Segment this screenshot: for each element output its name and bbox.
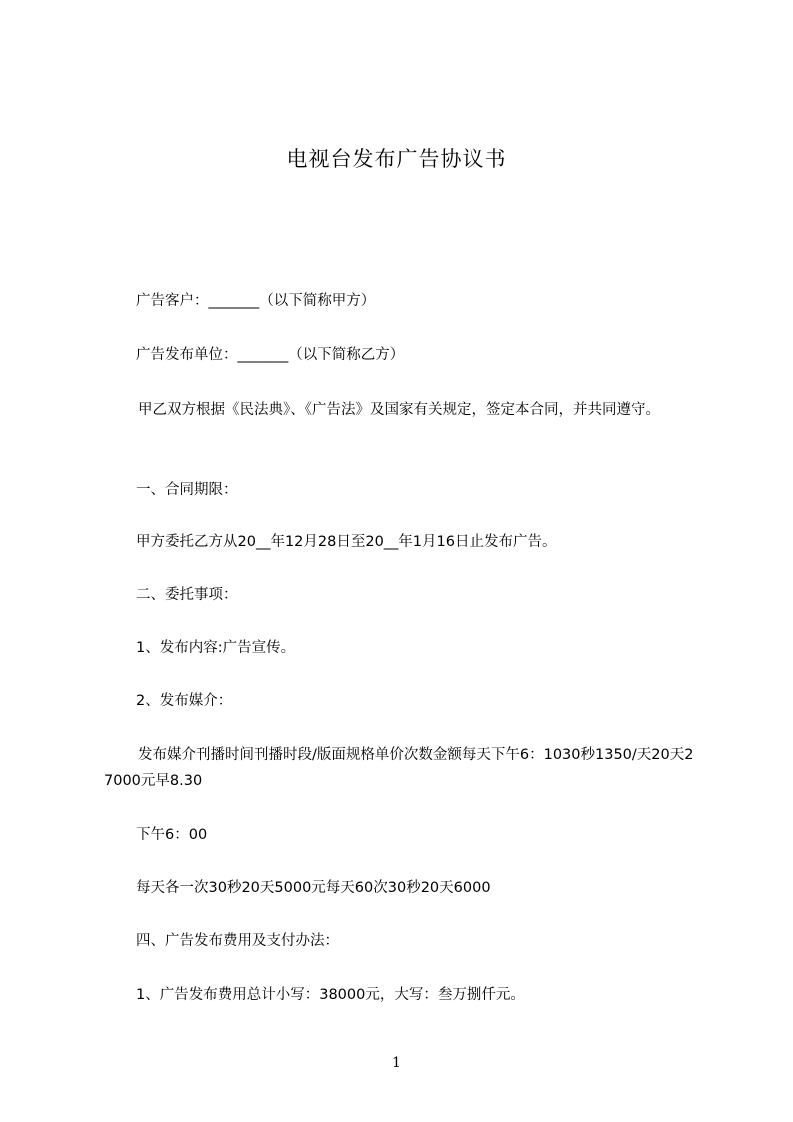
item-content: 1、发布内容:广告宣传。 — [136, 640, 296, 656]
media-table-paragraph: 发布媒介刊播时间刊播时段/版面规格单价次数金额每天下午6：1030秒1350/天20天27000元早8.30 — [104, 747, 694, 789]
preamble-paragraph: 甲乙双方根据《民法典》、《广告法》及国家有关规定，签定本合同，并共同遵守。 — [138, 402, 660, 418]
item-media: 2、发布媒介： — [136, 693, 233, 709]
client-line: 广告客户：_______（以下简称甲方） — [136, 293, 376, 309]
media-schedule-line: 每天各一次30秒20天5000元每天60次30秒20天6000 — [136, 880, 491, 896]
publisher-line: 广告发布单位：_______（以下简称乙方） — [136, 347, 405, 363]
page-number: 1 — [392, 1055, 401, 1071]
section-heading-term: 一、合同期限： — [136, 482, 238, 498]
term-paragraph: 甲方委托乙方从20__年12月28日至20__年1月16日止发布广告。 — [136, 534, 557, 550]
section-heading-fees: 四、广告发布费用及支付办法： — [136, 933, 339, 949]
section-heading-entrustment: 二、委托事项： — [136, 587, 238, 603]
fees-total-line: 1、广告发布费用总计小写：38000元，大写：叁万捌仟元。 — [136, 987, 525, 1003]
page-title: 电视台发布广告协议书 — [286, 147, 507, 171]
media-time-line: 下午6：00 — [136, 827, 208, 843]
